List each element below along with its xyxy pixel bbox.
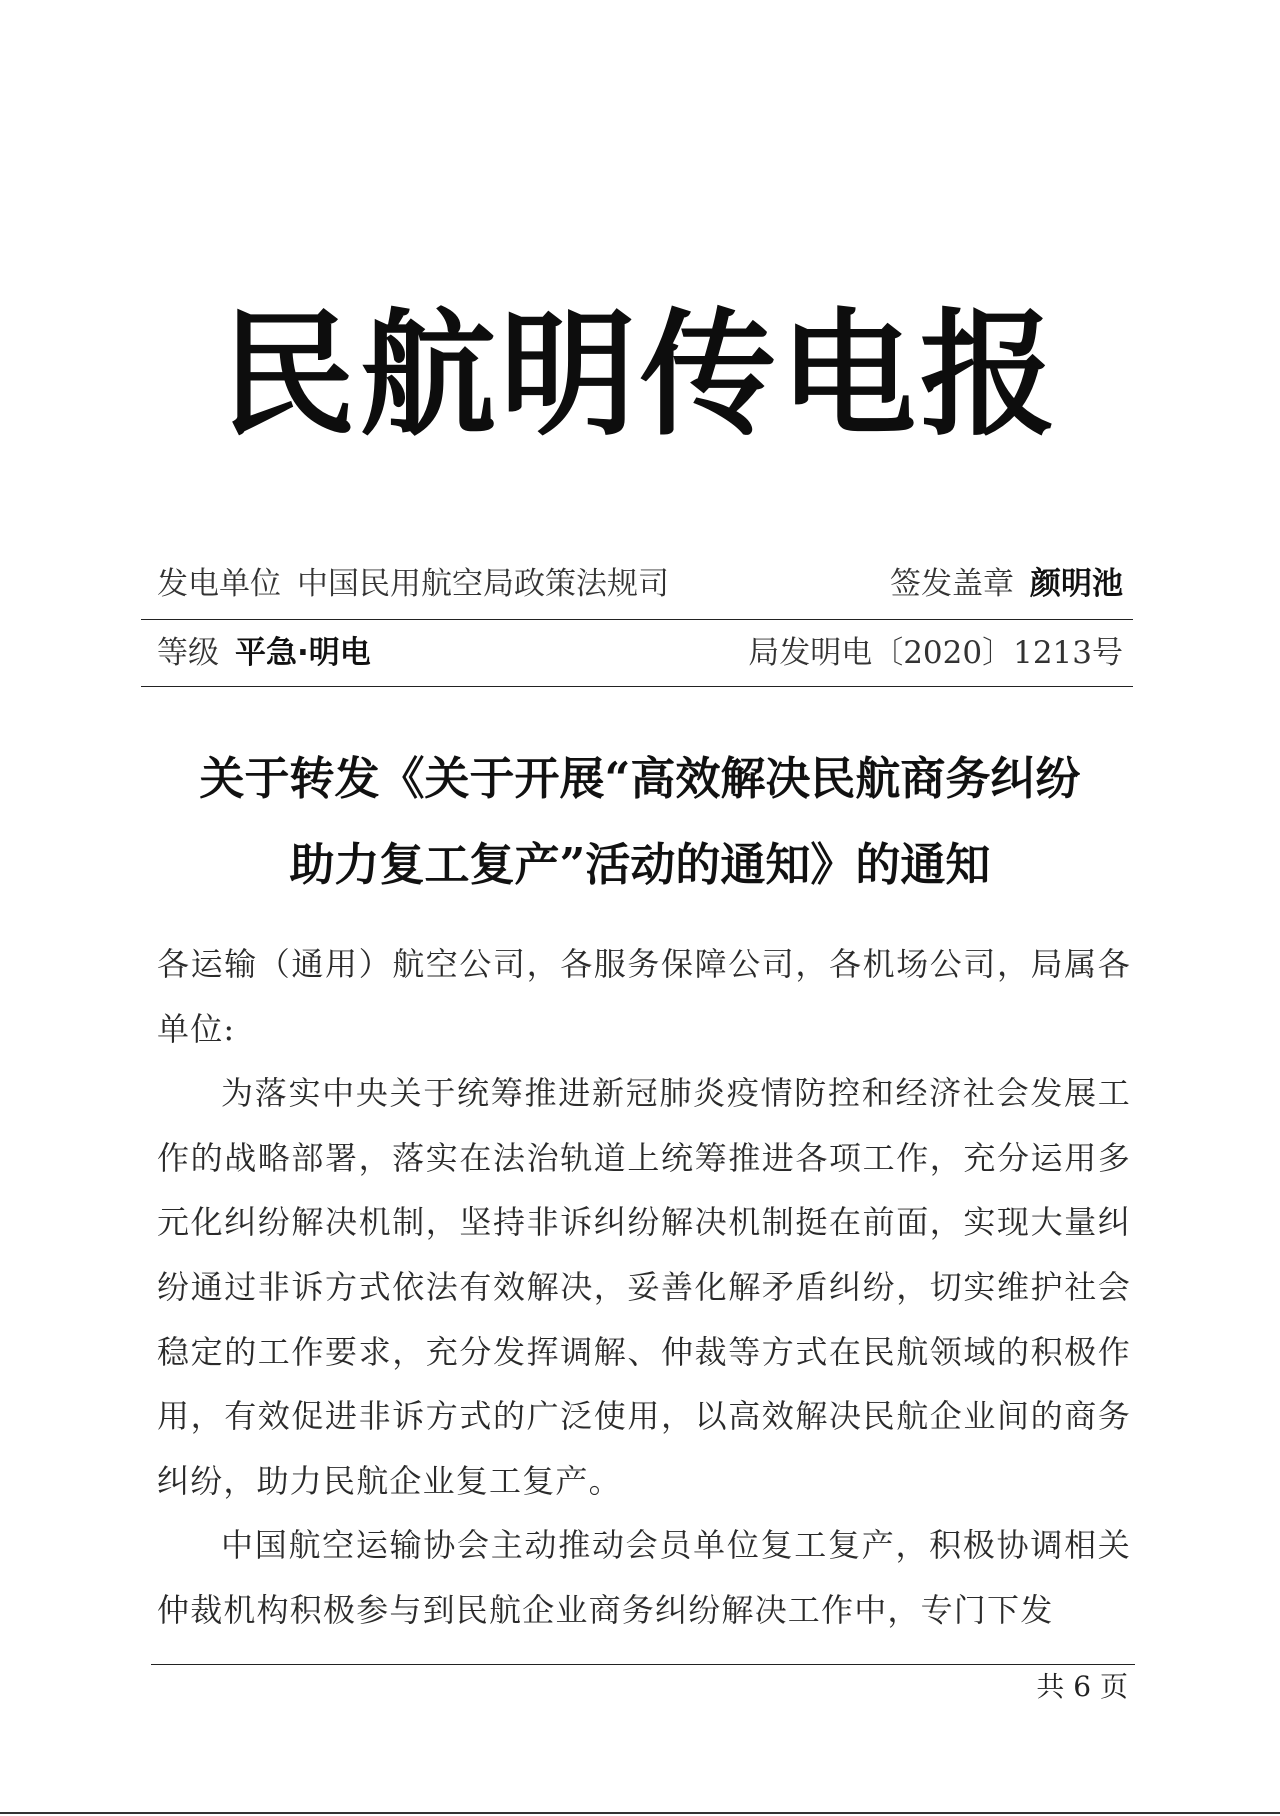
- page-count: 共 6 页: [1036, 1670, 1128, 1703]
- body-paragraph-2: 中国航空运输协会主动推动会员单位复工复产，积极协调相关仲裁机构积极参与到民航企业商务纠纷解决工作中，专门下发: [157, 1526, 1131, 1629]
- notice-body: [157, 932, 1131, 1643]
- body-paragraph-1: 为落实中央关于统筹推进新冠肺炎疫情防控和经济社会发展工作的战略部署，落实在法治轨道上统筹推进各项工作，充分运用多元化纠纷解决机制，坚持非诉纠纷解决机制挺在前面，实现大量纠纷通过非诉方式依法有效解决，妥善化解矛盾纠纷，切实维护社会稳定的工作要求，充分发挥调解、仲裁等方式在民航领域的积极作用，有效促进非诉方式的广泛使用，以高效解决民航企业间的商务纠纷，助力民航企业复工复产。: [157, 1074, 1131, 1500]
- sender-row: [157, 558, 1123, 610]
- grade-value: 平急·明电: [235, 635, 371, 671]
- sign-label: 签发盖章: [890, 566, 1014, 602]
- footer-divider: [151, 1664, 1135, 1665]
- sender-unit-label: 发电单位: [157, 566, 281, 602]
- addressees: 各运输（通用）航空公司，各服务保障公司，各机场公司，局属各单位:: [157, 945, 1131, 1048]
- notice-title-line-2: 助力复工复产”活动的通知》的通知: [289, 838, 991, 891]
- document-number: 局发明电〔2020〕1213号: [748, 635, 1123, 671]
- notice-title-line-1: 关于转发《关于开展“高效解决民航商务纠纷: [199, 752, 1081, 805]
- info-divider-bottom: [141, 686, 1133, 687]
- grade-row: [157, 627, 1123, 679]
- grade-label: 等级: [157, 635, 219, 671]
- signer-name: 颜明池: [1030, 566, 1123, 602]
- masthead-title: 民航明传电报: [220, 297, 1060, 455]
- page-bottom-edge: [0, 1812, 1280, 1814]
- info-divider-top: [141, 619, 1133, 620]
- sender-unit-value: 中国民用航空局政策法规司: [297, 566, 669, 602]
